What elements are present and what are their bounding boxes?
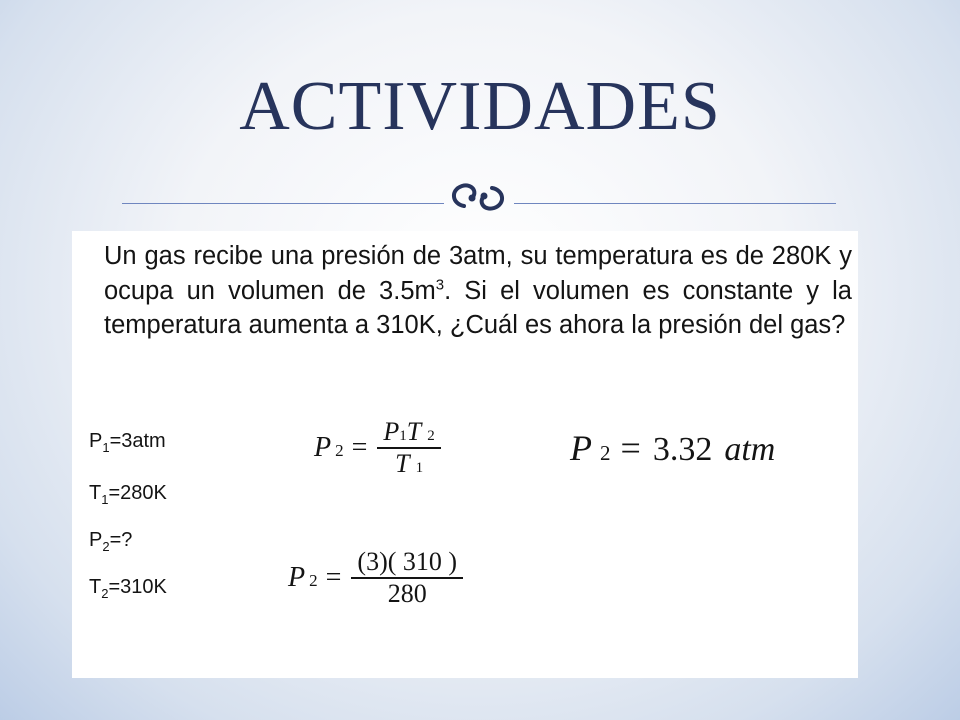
given-value: =310K [108, 576, 167, 598]
given-subscript: 1 [102, 440, 110, 455]
formula-num-a: P [383, 417, 400, 446]
given-symbol: T [89, 576, 102, 598]
formula-num-b: T [406, 417, 421, 446]
given-value: =280K [108, 482, 167, 504]
given-p2 [89, 529, 132, 554]
substitution-denominator: 280 [387, 578, 427, 608]
given-t2 [89, 576, 167, 601]
title-divider-left [122, 203, 444, 204]
substitution-fraction [351, 547, 463, 609]
given-p1 [89, 430, 166, 455]
given-t1 [89, 482, 167, 507]
result-lhs-subscript: 2 [600, 441, 611, 465]
problem-statement [104, 239, 852, 343]
given-subscript: 1 [101, 492, 109, 507]
volume-unit-superscript: 3 [435, 276, 445, 293]
given-symbol: T [89, 482, 102, 504]
given-subscript: 2 [101, 586, 109, 601]
problem-text-part1: Un gas recibe una presión de 3atm, su temperatura es de 280K y ocupa un volumen de 3.5m [104, 242, 852, 305]
activity-panel [72, 231, 858, 678]
result-equation [570, 427, 775, 469]
given-value: =3atm [109, 430, 166, 452]
given-value: =? [109, 529, 133, 551]
problem-text-part2: . Si el volumen es constante y la temperatura aumenta a 310K, ¿Cuál es ahora la presión del gas? [104, 276, 852, 339]
result-equals: = [620, 428, 641, 468]
formula-equation [314, 417, 441, 479]
title-divider-right [514, 203, 836, 204]
given-symbol: P [89, 430, 103, 452]
given-symbol: P [89, 529, 103, 551]
result-value: 3.32 [652, 431, 713, 468]
substitution-equation [288, 547, 463, 609]
formula-lhs-symbol: P [314, 431, 332, 463]
fleuron-ornament-icon [446, 176, 512, 218]
formula-lhs-subscript: 2 [335, 440, 344, 460]
formula-den: T [395, 448, 410, 478]
formula-numerator [377, 417, 440, 447]
result-unit: atm [724, 431, 776, 468]
formula-num-a-sub: 1 [399, 428, 407, 444]
formula-equals: = [351, 431, 368, 463]
substitution-lhs [288, 562, 318, 594]
given-subscript: 2 [102, 539, 110, 554]
formula-fraction [377, 417, 440, 479]
result-lhs: P [570, 428, 592, 468]
formula-denominator [389, 449, 429, 479]
substitution-numerator: (3)( 310 ) [357, 547, 458, 576]
slide-title: ACTIVIDADES [239, 68, 721, 145]
substitution-equals: = [325, 561, 342, 593]
substitution-lhs-subscript: 2 [309, 570, 318, 590]
formula-lhs [314, 432, 344, 464]
formula-num-b-sub: 2 [427, 428, 435, 444]
formula-den-sub: 1 [415, 459, 424, 476]
substitution-lhs-symbol: P [288, 561, 306, 593]
